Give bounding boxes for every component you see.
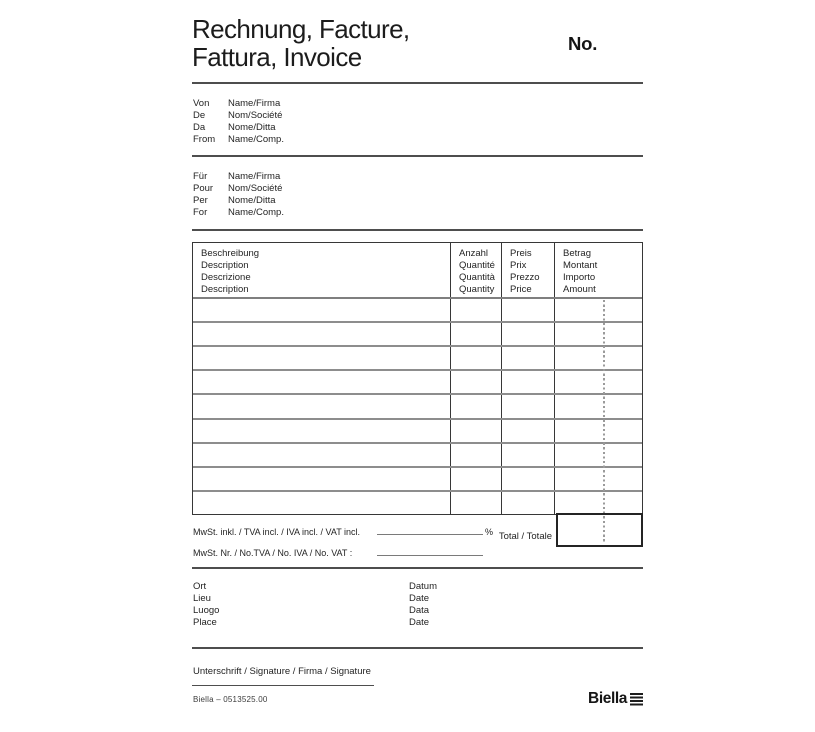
sender-block	[193, 98, 284, 146]
recipient-row-label: Für	[193, 171, 208, 182]
cell-amount[interactable]	[555, 420, 642, 442]
date-column	[409, 581, 437, 629]
place-label-it: Luogo	[193, 605, 220, 616]
date-label-fr: Date	[409, 593, 430, 604]
header-price-de: Preis	[510, 248, 532, 259]
divider-under-title	[192, 82, 643, 84]
cell-description[interactable]	[193, 323, 451, 345]
sender-row-value: Name/Firma	[228, 98, 281, 109]
place-column	[193, 581, 219, 629]
percent-sign: %	[485, 527, 494, 537]
cell-quantity[interactable]	[451, 492, 502, 514]
header-price-en: Price	[510, 284, 532, 295]
header-amount-en: Amount	[563, 284, 596, 295]
header-quantity-en: Quantity	[459, 284, 495, 295]
cell-description[interactable]	[193, 371, 451, 393]
cell-amount[interactable]	[555, 492, 642, 514]
cell-description[interactable]	[193, 444, 451, 466]
header-description-fr: Description	[201, 260, 249, 271]
header-amount-fr: Montant	[563, 260, 598, 271]
table-header-amount	[555, 243, 642, 297]
cell-amount[interactable]	[555, 323, 642, 345]
vat-number-label: MwSt. Nr. / No.TVA / No. IVA / No. VAT :	[193, 548, 353, 558]
table-row	[193, 393, 642, 417]
header-quantity-it: Quantità	[459, 272, 495, 283]
header-quantity-fr: Quantité	[459, 260, 495, 271]
recipient-row-label: Per	[193, 195, 208, 206]
sender-row	[193, 98, 284, 110]
cell-price[interactable]	[502, 323, 555, 345]
cell-price[interactable]	[502, 395, 555, 417]
footer-product-code: Biella – 0513525.00	[193, 695, 268, 704]
table-body	[193, 299, 642, 514]
vat-number-line	[193, 546, 485, 558]
recipient-block	[193, 171, 284, 219]
cell-description[interactable]	[193, 468, 451, 490]
divider-under-recipient	[192, 229, 643, 231]
page-title	[192, 16, 410, 71]
cell-description[interactable]	[193, 299, 451, 321]
cell-quantity[interactable]	[451, 371, 502, 393]
cell-quantity[interactable]	[451, 299, 502, 321]
biella-logo-text: Biella	[588, 690, 627, 707]
sender-row-label: Da	[193, 122, 206, 133]
invoice-form	[192, 0, 643, 732]
divider-above-signature	[192, 647, 643, 649]
cell-description[interactable]	[193, 420, 451, 442]
header-amount-it: Importo	[563, 272, 596, 283]
sender-row-value: Name/Comp.	[228, 134, 284, 145]
recipient-row-label: Pour	[193, 183, 214, 194]
sender-row-label: Von	[193, 98, 210, 109]
cell-amount[interactable]	[555, 444, 642, 466]
cell-quantity[interactable]	[451, 323, 502, 345]
cell-quantity[interactable]	[451, 420, 502, 442]
recipient-row-value: Name/Firma	[228, 171, 281, 182]
header-price-it: Prezzo	[510, 272, 540, 283]
cell-description[interactable]	[193, 395, 451, 417]
cell-price[interactable]	[502, 347, 555, 369]
table-row	[193, 466, 642, 490]
header-quantity-de: Anzahl	[459, 248, 489, 259]
line-items-table	[192, 242, 643, 515]
cell-quantity[interactable]	[451, 395, 502, 417]
table-row	[193, 321, 642, 345]
signature-write-in-line[interactable]	[192, 685, 374, 686]
cell-amount[interactable]	[555, 371, 642, 393]
sender-write-in-area[interactable]	[192, 142, 643, 155]
biella-binder-icon	[630, 693, 643, 706]
recipient-row	[193, 183, 284, 195]
sender-row	[193, 110, 284, 122]
recipient-row-value: Name/Comp.	[228, 207, 284, 218]
cell-quantity[interactable]	[451, 347, 502, 369]
table-row	[193, 299, 642, 321]
header-amount-de: Betrag	[563, 248, 591, 259]
sender-row-label: From	[193, 134, 216, 145]
cell-amount[interactable]	[555, 299, 642, 321]
recipient-write-in-area[interactable]	[192, 215, 643, 228]
table-header-row	[193, 243, 642, 299]
cell-amount[interactable]	[555, 395, 642, 417]
place-label-fr: Lieu	[193, 593, 211, 604]
sender-row-value: Nome/Ditta	[228, 122, 276, 133]
header-price-fr: Prix	[510, 260, 527, 271]
sender-row-label: De	[193, 110, 206, 121]
table-header-price	[502, 243, 555, 297]
recipient-row-value: Nom/Société	[228, 183, 283, 194]
vat-number-write-in-line[interactable]	[377, 546, 483, 556]
cell-price[interactable]	[502, 420, 555, 442]
table-header-quantity	[451, 243, 502, 297]
table-row	[193, 418, 642, 442]
sender-row	[193, 122, 284, 134]
vat-included-label: MwSt. inkl. / TVA incl. / IVA incl. / VAT incl.	[193, 527, 361, 537]
recipient-row-label: For	[193, 207, 208, 218]
header-description-en: Description	[201, 284, 249, 295]
divider-above-place-date	[192, 567, 643, 569]
cell-amount[interactable]	[555, 347, 642, 369]
recipient-row	[193, 171, 284, 183]
cell-quantity[interactable]	[451, 444, 502, 466]
amount-decimal-dotted-divider	[603, 300, 605, 544]
recipient-row-value: Nome/Ditta	[228, 195, 276, 206]
date-label-en: Date	[409, 617, 430, 628]
cell-price[interactable]	[502, 444, 555, 466]
table-row	[193, 345, 642, 369]
place-label-en: Place	[193, 617, 217, 628]
table-row	[193, 369, 642, 393]
date-label-de: Datum	[409, 581, 437, 592]
table-row	[193, 490, 642, 514]
cell-description[interactable]	[193, 492, 451, 514]
cell-quantity[interactable]	[451, 468, 502, 490]
invoice-number-label: No.	[568, 33, 598, 54]
page-title-line2: Fattura, Invoice	[192, 41, 362, 72]
header-description-de: Beschreibung	[201, 248, 260, 259]
cell-price[interactable]	[502, 492, 555, 514]
page-title-line1: Rechnung, Facture,	[192, 14, 410, 44]
cell-price[interactable]	[502, 468, 555, 490]
place-label-de: Ort	[193, 581, 207, 592]
recipient-row	[193, 195, 284, 207]
divider-under-sender	[192, 155, 643, 157]
header-description-it: Descrizione	[201, 272, 251, 283]
total-label: Total / Totale	[498, 531, 552, 542]
cell-description[interactable]	[193, 347, 451, 369]
table-row	[193, 442, 642, 466]
date-label-it: Data	[409, 605, 430, 616]
biella-logo	[588, 690, 643, 708]
total-amount-box[interactable]	[556, 513, 643, 547]
cell-price[interactable]	[502, 371, 555, 393]
sender-row-value: Nom/Société	[228, 110, 283, 121]
cell-amount[interactable]	[555, 468, 642, 490]
signature-label: Unterschrift / Signature / Firma / Signature	[193, 666, 371, 677]
cell-price[interactable]	[502, 299, 555, 321]
table-header-description	[193, 243, 451, 297]
